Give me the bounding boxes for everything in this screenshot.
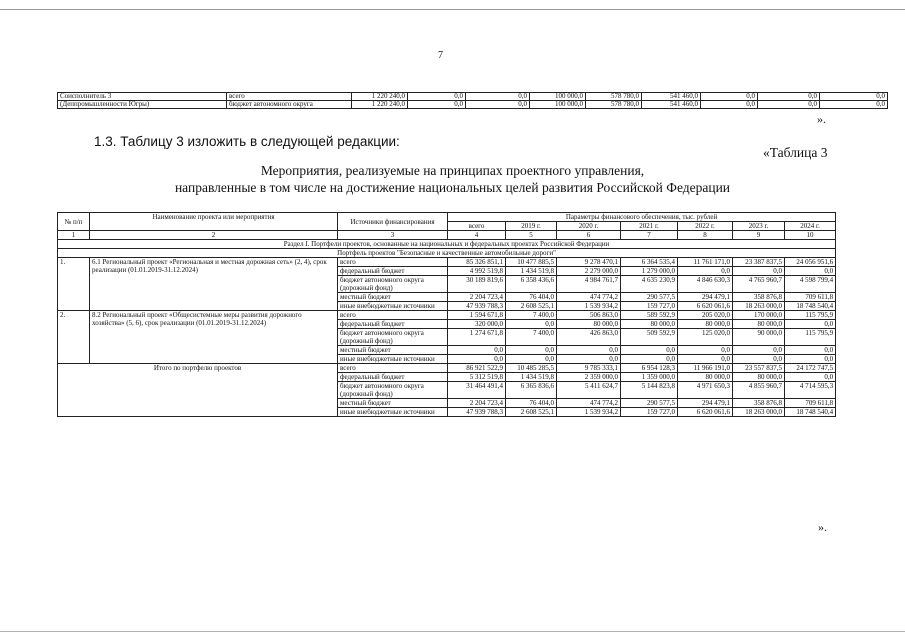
source-cell: бюджет автономного округа (дорожный фонд): [338, 382, 448, 399]
source-cell: иные внебюджетные источники: [338, 408, 448, 417]
value-cell: 578 780,0: [586, 101, 642, 109]
value-cell: 100 000,0: [530, 101, 586, 109]
value-cell: 0,0: [820, 101, 888, 109]
value-cell: 24 172 747,5: [785, 364, 836, 373]
value-cell: 10 485 285,5: [506, 364, 557, 373]
value-cell: 0,0: [506, 346, 557, 355]
value-cell: 90 000,0: [733, 329, 785, 346]
value-cell: 125 020,0: [678, 329, 733, 346]
value-cell: 0,0: [506, 320, 557, 329]
value-cell: 4 971 650,3: [678, 382, 733, 399]
value-cell: 31 464 491,4: [448, 382, 506, 399]
value-cell: 9 278 470,1: [557, 258, 621, 267]
header-params: Параметры финансового обеспечения, тыс. рублей: [448, 213, 836, 222]
value-cell: 18 263 000,0: [733, 302, 785, 311]
value-cell: 159 727,0: [621, 408, 678, 417]
value-cell: 100 000,0: [530, 93, 586, 101]
source-cell: всего: [338, 311, 448, 320]
value-cell: 159 727,0: [621, 302, 678, 311]
source-cell: местный бюджет: [338, 399, 448, 408]
value-cell: 80 000,0: [733, 320, 785, 329]
scan-top-line: [0, 9, 905, 10]
value-cell: 0,0: [733, 355, 785, 364]
value-cell: 1 220 240,0: [352, 93, 408, 101]
executor-cell: Соисполнитель 3: [58, 93, 227, 101]
value-cell: 0,0: [557, 346, 621, 355]
top-table: [57, 92, 888, 109]
executor-cell: (Деппромышленности Югры): [58, 101, 227, 109]
row-number: 2.: [58, 311, 90, 364]
value-cell: 509 592,9: [621, 329, 678, 346]
value-cell: 4 635 230,9: [621, 276, 678, 293]
value-cell: 0,0: [448, 346, 506, 355]
value-cell: 6 954 128,3: [621, 364, 678, 373]
value-cell: 115 795,9: [785, 311, 836, 320]
source-cell: всего: [227, 93, 352, 101]
value-cell: 7 400,0: [506, 311, 557, 320]
value-cell: 320 000,0: [448, 320, 506, 329]
value-cell: 5 411 624,7: [557, 382, 621, 399]
header-col-number: 1: [58, 231, 90, 240]
value-cell: 0,0: [621, 346, 678, 355]
value-cell: 6 620 061,6: [678, 302, 733, 311]
value-cell: 80 000,0: [557, 320, 621, 329]
source-cell: федеральный бюджет: [338, 267, 448, 276]
value-cell: 426 863,0: [557, 329, 621, 346]
header-sources: Источники финансирования: [338, 213, 448, 231]
value-cell: 4 984 761,7: [557, 276, 621, 293]
value-cell: 76 404,0: [506, 399, 557, 408]
value-cell: 0,0: [466, 101, 530, 109]
title-line-2: направленные в том числе на достижение национальных целей развития Российской Федерации: [174, 180, 731, 195]
value-cell: 2 608 525,1: [506, 408, 557, 417]
value-cell: 5 312 519,8: [448, 373, 506, 382]
value-cell: 80 000,0: [621, 320, 678, 329]
value-cell: 0,0: [408, 101, 466, 109]
value-cell: 0,0: [678, 346, 733, 355]
header-col-number: 5: [506, 231, 557, 240]
value-cell: 0,0: [678, 267, 733, 276]
value-cell: 358 876,8: [733, 293, 785, 302]
value-cell: 30 189 819,6: [448, 276, 506, 293]
header-row-1: [58, 213, 836, 222]
header-col-number: 7: [621, 231, 678, 240]
value-cell: 23 387 837,5: [733, 258, 785, 267]
value-cell: 4 598 799,4: [785, 276, 836, 293]
value-cell: 7 400,0: [506, 329, 557, 346]
value-cell: 80 000,0: [678, 320, 733, 329]
value-cell: 0,0: [733, 267, 785, 276]
value-cell: 6 365 836,6: [506, 382, 557, 399]
value-cell: 709 611,8: [785, 293, 836, 302]
value-cell: 0,0: [785, 346, 836, 355]
value-cell: 6 364 535,4: [621, 258, 678, 267]
header-year: 2019 г.: [506, 222, 557, 231]
project-name: 8.2 Региональный проект «Общесистемные меры развития дорожного хозяйства» (5, 6), срок реализации (01.01.2019-31.12.2024): [90, 311, 338, 364]
value-cell: 294 479,1: [678, 293, 733, 302]
value-cell: 294 479,1: [678, 399, 733, 408]
value-cell: 0,0: [758, 101, 820, 109]
source-cell: всего: [338, 258, 448, 267]
source-cell: местный бюджет: [338, 293, 448, 302]
value-cell: 2 204 723,4: [448, 399, 506, 408]
header-col-number: 2: [90, 231, 338, 240]
value-cell: 9 785 333,1: [557, 364, 621, 373]
value-cell: 6 358 436,6: [506, 276, 557, 293]
header-year: всего: [448, 222, 506, 231]
value-cell: 474 774,2: [557, 293, 621, 302]
value-cell: 589 592,9: [621, 311, 678, 320]
clause-text: 1.3. Таблицу 3 изложить в следующей редакции:: [94, 134, 400, 149]
value-cell: 76 404,0: [506, 293, 557, 302]
row-number: 1.: [58, 258, 90, 311]
header-col-number: 4: [448, 231, 506, 240]
value-cell: 2 608 525,1: [506, 302, 557, 311]
title-line-1: Мероприятия, реализуемые на принципах проектного управления,: [260, 163, 645, 178]
value-cell: 709 611,8: [785, 399, 836, 408]
value-cell: 24 056 951,6: [785, 258, 836, 267]
value-cell: 0,0: [785, 267, 836, 276]
value-cell: 0,0: [557, 355, 621, 364]
value-cell: 541 460,0: [642, 101, 701, 109]
value-cell: 0,0: [408, 93, 466, 101]
header-year: 2020 г.: [557, 222, 621, 231]
value-cell: 1 359 000,0: [621, 373, 678, 382]
value-cell: 290 577,5: [621, 399, 678, 408]
value-cell: 290 577,5: [621, 293, 678, 302]
value-cell: 80 000,0: [678, 373, 733, 382]
total-label: Итого по портфелю проектов: [58, 364, 338, 417]
source-cell: всего: [338, 364, 448, 373]
value-cell: 1 594 671,8: [448, 311, 506, 320]
source-cell: иные внебюджетные источники: [338, 355, 448, 364]
value-cell: 85 326 851,1: [448, 258, 506, 267]
top-table-row: [58, 101, 888, 109]
value-cell: 4 846 630,3: [678, 276, 733, 293]
value-cell: 205 020,0: [678, 311, 733, 320]
table-row: [58, 258, 836, 267]
source-cell: иные внебюджетные источники: [338, 302, 448, 311]
value-cell: 4 855 960,7: [733, 382, 785, 399]
header-col-number: 8: [678, 231, 733, 240]
page-number: 7: [438, 50, 443, 61]
value-cell: 0,0: [448, 355, 506, 364]
value-cell: 0,0: [820, 93, 888, 101]
value-cell: 1 539 934,2: [557, 302, 621, 311]
value-cell: 0,0: [678, 355, 733, 364]
portfolio-title: Портфель проектов "Безопасные и качественные автомобильные дороги": [58, 249, 836, 258]
header-name: Наименование проекта или мероприятия: [90, 213, 338, 231]
value-cell: 0,0: [701, 93, 758, 101]
value-cell: 0,0: [785, 373, 836, 382]
value-cell: 170 000,0: [733, 311, 785, 320]
value-cell: 18 263 000,0: [733, 408, 785, 417]
header-col-number: 9: [733, 231, 785, 240]
value-cell: 115 795,9: [785, 329, 836, 346]
value-cell: 0,0: [506, 355, 557, 364]
header-col-number: 10: [785, 231, 836, 240]
value-cell: 1 279 000,0: [621, 267, 678, 276]
value-cell: 2 279 000,0: [557, 267, 621, 276]
value-cell: 1 434 519,8: [506, 373, 557, 382]
value-cell: 18 748 540,4: [785, 302, 836, 311]
value-cell: 2 204 723,4: [448, 293, 506, 302]
value-cell: 47 939 788,3: [448, 302, 506, 311]
portfolio-row: [58, 249, 836, 258]
value-cell: 358 876,8: [733, 399, 785, 408]
table-label: «Таблица 3: [763, 145, 828, 160]
value-cell: 10 477 885,5: [506, 258, 557, 267]
value-cell: 1 434 519,8: [506, 267, 557, 276]
value-cell: 541 460,0: [642, 93, 701, 101]
value-cell: 1 274 671,8: [448, 329, 506, 346]
value-cell: 1 539 934,2: [557, 408, 621, 417]
source-cell: бюджет автономного округа (дорожный фонд): [338, 276, 448, 293]
value-cell: 0,0: [733, 346, 785, 355]
source-cell: бюджет автономного округа: [227, 101, 352, 109]
header-year: 2023 г.: [733, 222, 785, 231]
section-title: Раздел I. Портфели проектов, основанные на национальных и федеральных проектах Российской Федерации: [58, 240, 836, 249]
value-cell: 0,0: [758, 93, 820, 101]
source-cell: местный бюджет: [338, 346, 448, 355]
table-row: [58, 364, 836, 373]
project-name: 6.1 Региональный проект «Региональная и местная дорожная сеть» (2, 4), срок реализации (01.01.2019-31.12.2024): [90, 258, 338, 311]
header-num: № п/п: [58, 213, 90, 231]
source-cell: бюджет автономного округа (дорожный фонд): [338, 329, 448, 346]
value-cell: 0,0: [785, 320, 836, 329]
value-cell: 6 620 061,6: [678, 408, 733, 417]
header-year: 2022 г.: [678, 222, 733, 231]
value-cell: 80 000,0: [733, 373, 785, 382]
value-cell: 578 780,0: [586, 93, 642, 101]
section-row: [58, 240, 836, 249]
value-cell: 18 748 540,4: [785, 408, 836, 417]
value-cell: 86 921 522,9: [448, 364, 506, 373]
table-row: [58, 311, 836, 320]
value-cell: 5 144 823,8: [621, 382, 678, 399]
scan-bottom-line: [0, 631, 905, 632]
source-cell: федеральный бюджет: [338, 320, 448, 329]
header-col-number: 3: [338, 231, 448, 240]
header-year: 2021 г.: [621, 222, 678, 231]
value-cell: 474 774,2: [557, 399, 621, 408]
closing-quote-bottom: ».: [818, 520, 827, 534]
value-cell: 0,0: [701, 101, 758, 109]
main-table: [57, 212, 836, 417]
value-cell: 0,0: [621, 355, 678, 364]
value-cell: 4 765 960,7: [733, 276, 785, 293]
value-cell: 2 359 000,0: [557, 373, 621, 382]
header-col-number: 6: [557, 231, 621, 240]
value-cell: 0,0: [466, 93, 530, 101]
value-cell: 1 220 240,0: [352, 101, 408, 109]
header-year: 2024 г.: [785, 222, 836, 231]
closing-quote-top: ».: [817, 112, 826, 126]
value-cell: 4 714 595,3: [785, 382, 836, 399]
source-cell: федеральный бюджет: [338, 373, 448, 382]
top-table-row: [58, 93, 888, 101]
value-cell: 0,0: [785, 355, 836, 364]
value-cell: 11 966 191,0: [678, 364, 733, 373]
value-cell: 4 992 519,8: [448, 267, 506, 276]
value-cell: 23 557 837,5: [733, 364, 785, 373]
value-cell: 506 863,0: [557, 311, 621, 320]
value-cell: 47 939 788,3: [448, 408, 506, 417]
value-cell: 11 761 171,0: [678, 258, 733, 267]
header-colnum-row: [58, 231, 836, 240]
